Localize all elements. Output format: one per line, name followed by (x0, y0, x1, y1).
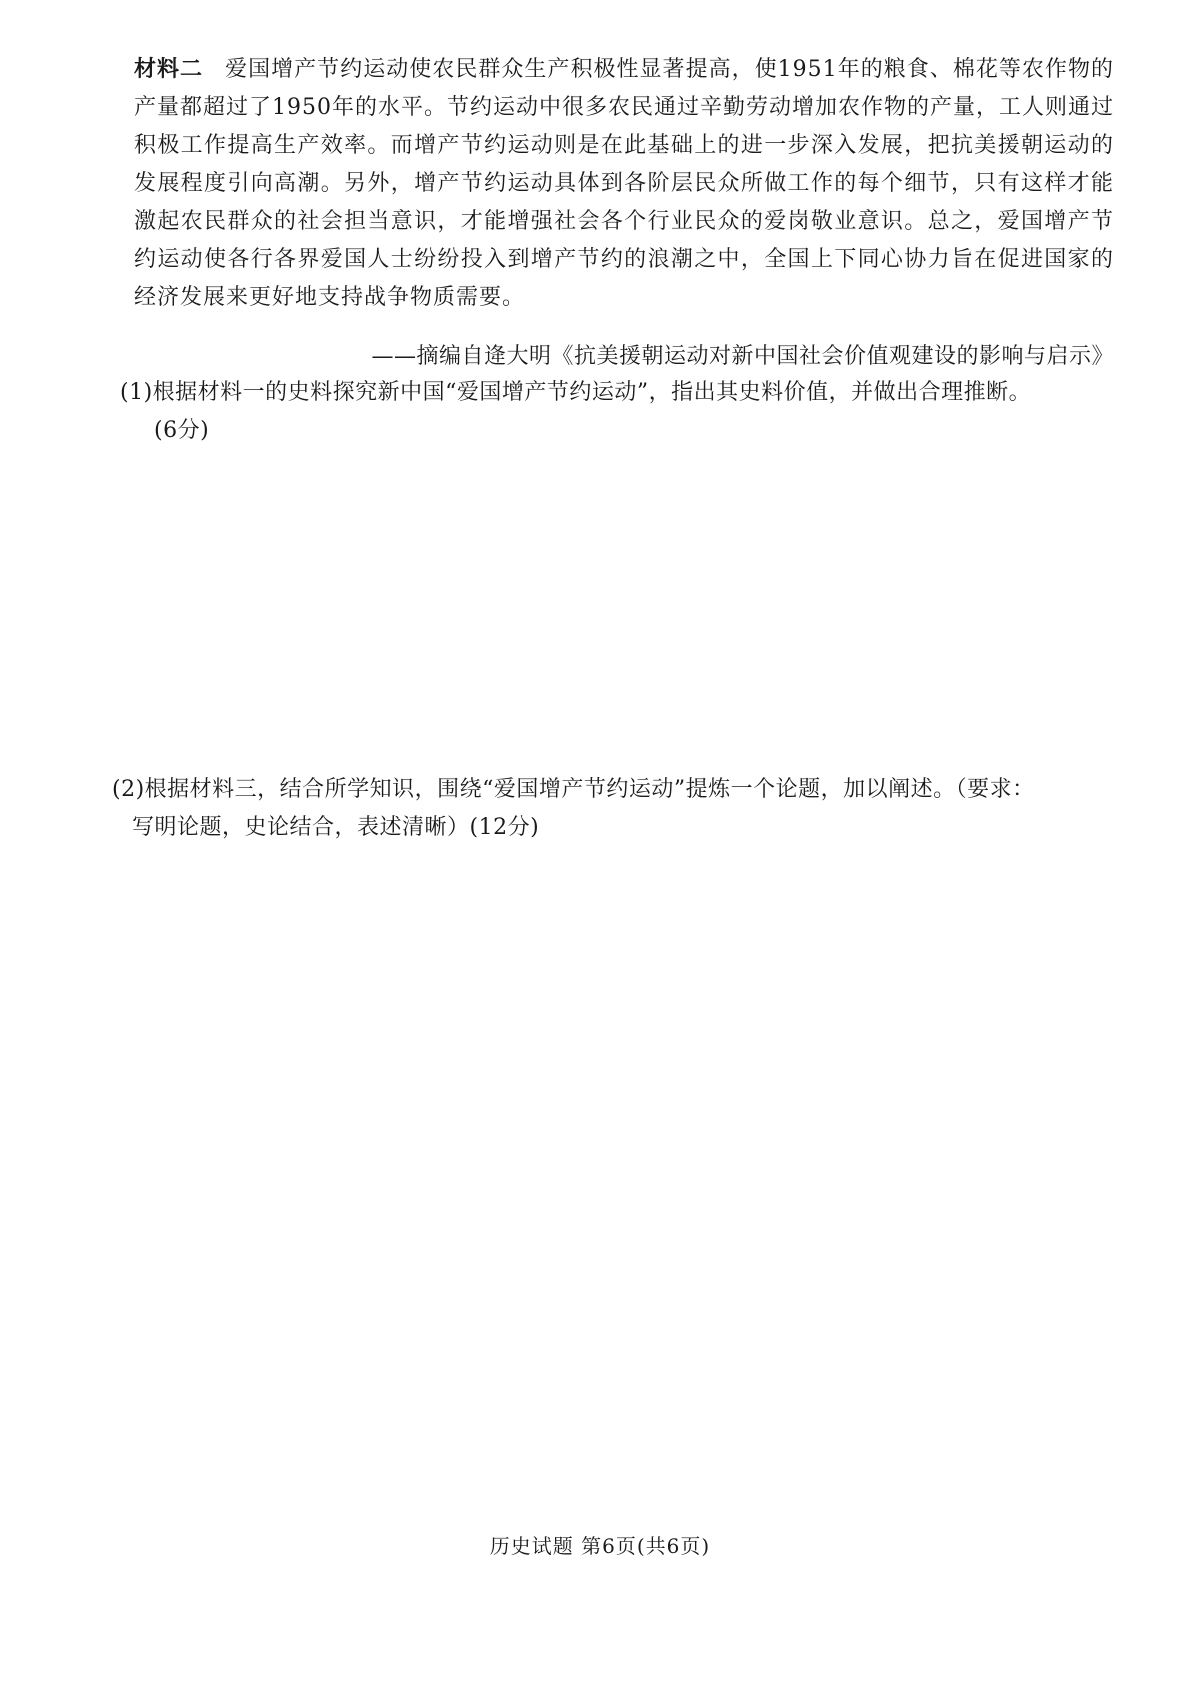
material-2-paragraph (134, 50, 1114, 317)
question-1-text: (1)根据材料一的史料探究新中国“爱国增产节约运动”，指出其史料价值，并做出合理推断。 (120, 380, 1032, 405)
material-2-label: 材料二 (134, 56, 204, 82)
page-footer: 历史试题 第6页(共6页) (489, 1534, 711, 1558)
question-1-score: (6分) (154, 418, 210, 443)
question-1 (120, 374, 1120, 450)
material-2-text: 爱国增产节约运动使农民群众生产积极性显著提高，使1951年的粮食、棉花等农作物的产量都超过了1950年的水平。节约运动中很多农民通过辛勤劳动增加农作物的产量，工人则通过积极工作提高生产效率。而增产节约运动则是在此基础上的进一步深入发展，把抗美援朝运动的发展程度引向高潮。另外，增产节约运动具体到各阶层民众所做工作的每个细节，只有这样才能激起农民群众的社会担当意识，才能增强社会各个行业民众的爱岗敬业意识。总之，爱国增产节约运动使各行各界爱国人士纷纷投入到增产节约的浪潮之中，全国上下同心协力旨在促进国家的经济发展来更好地支持战争物质需要。 (134, 57, 1114, 310)
question-2 (112, 771, 1122, 847)
material-2-source: ——摘编自逄大明《抗美援朝运动对新中国社会价值观建设的影响与启示》 (371, 344, 1114, 369)
question-2-text: (2)根据材料三，结合所学知识，围绕“爱国增产节约运动”提炼一个论题，加以阐述。（要求： (112, 777, 1035, 802)
question-2-text-continued: 写明论题，史论结合，表述清晰）(12分) (132, 815, 540, 840)
